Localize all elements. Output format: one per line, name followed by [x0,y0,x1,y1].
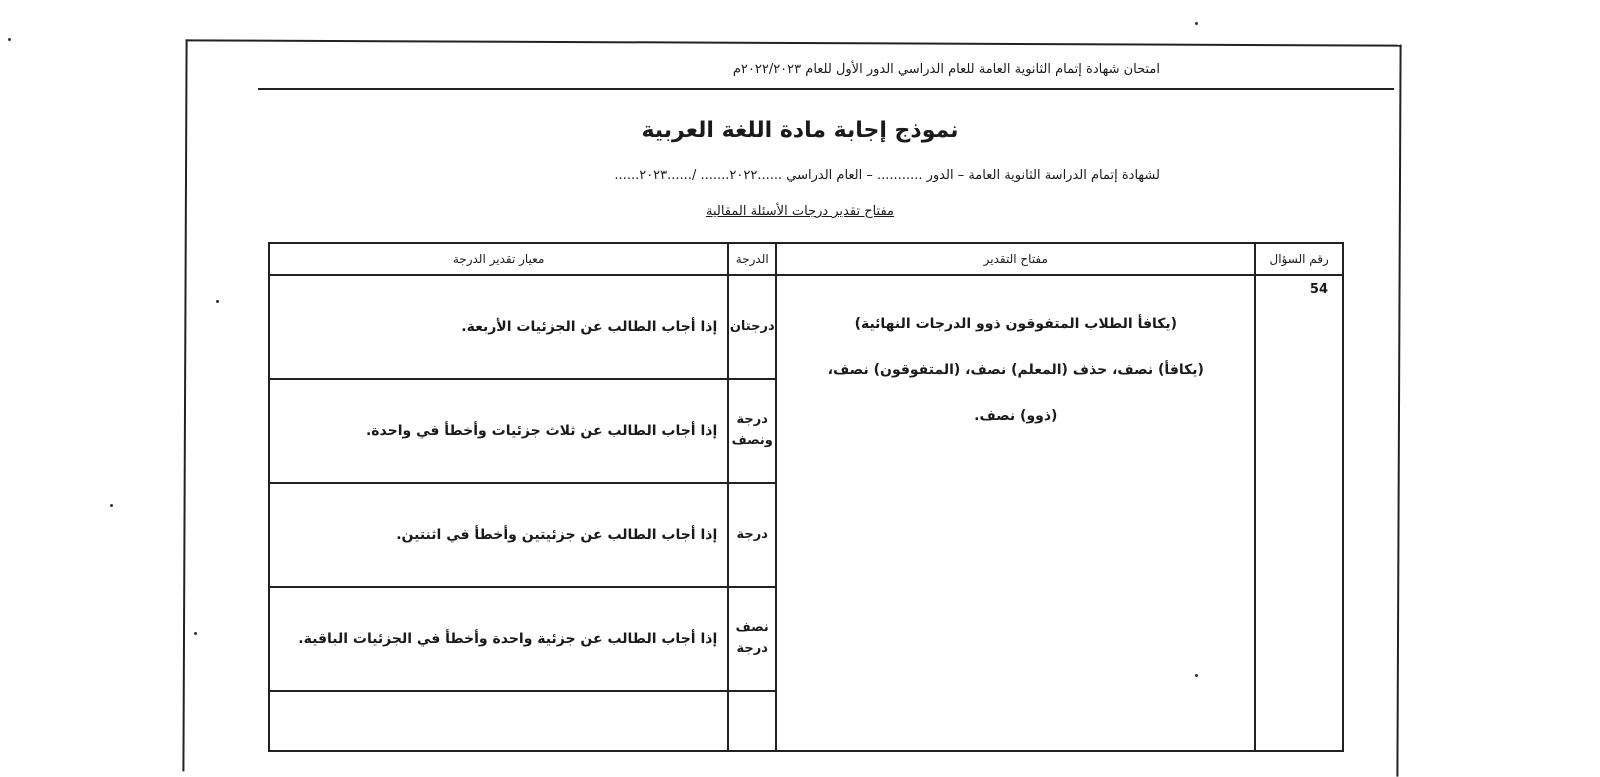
criteria-cell: إذا أجاب الطالب عن جزئيتين وأخطأ في اثنتين. [269,483,728,587]
scan-speck [216,300,219,303]
key-line: (يكافأ) نصف، حذف (المعلم) نصف، (المتفوقون) نصف، [827,362,1204,378]
question-number: 54 [1255,275,1343,751]
answer-key [776,275,1255,751]
criteria-cell [269,691,728,751]
col-header-key: مفتاح التقدير [776,243,1255,275]
scan-speck [194,632,197,635]
key-title: مفتاح تقدير درجات الأسئلة المقالية [705,204,895,219]
table-row [269,275,1343,379]
scan-speck [1195,674,1198,677]
grading-table [268,242,1344,752]
scan-speck [1195,22,1198,25]
scan-speck [110,504,113,507]
key-line: (ذوو) نصف. [974,408,1058,424]
grade-cell: درجة ونصف [728,379,776,483]
grade-cell [728,691,776,751]
page-title: نموذج إجابة مادة اللغة العربية [641,118,959,143]
col-header-criteria: معيار تقدير الدرجة [269,243,728,275]
subtitle: لشهادة إتمام الدراسة الثانوية العامة – الدور ........... – العام الدراسي ......٢٠٢٢....... /......٢٠٢٣...... [614,168,1160,183]
table-header-row [269,243,1343,275]
criteria-cell: إذا أجاب الطالب عن ثلاث جزئيات وأخطأ في واحدة. [269,379,728,483]
header-divider [258,88,1394,90]
grade-cell: درجتان [728,275,776,379]
grade-cell: نصف درجة [728,587,776,691]
scan-speck [8,38,11,41]
key-line: (يكافأ الطلاب المتفوقون ذوو الدرجات النهائية) [854,316,1178,332]
col-header-grade: الدرجة [728,243,776,275]
exam-header: امتحان شهادة إتمام الثانوية العامة للعام الدراسي الدور الأول للعام ٢٠٢٢/٢٠٢٣م [732,62,1160,77]
criteria-cell: إذا أجاب الطالب عن جزئية واحدة وأخطأ في الجزئيات الباقية. [269,587,728,691]
criteria-cell: إذا أجاب الطالب عن الجزئيات الأربعة. [269,275,728,379]
grade-cell: درجة [728,483,776,587]
col-header-question-number: رقم السؤال [1255,243,1343,275]
